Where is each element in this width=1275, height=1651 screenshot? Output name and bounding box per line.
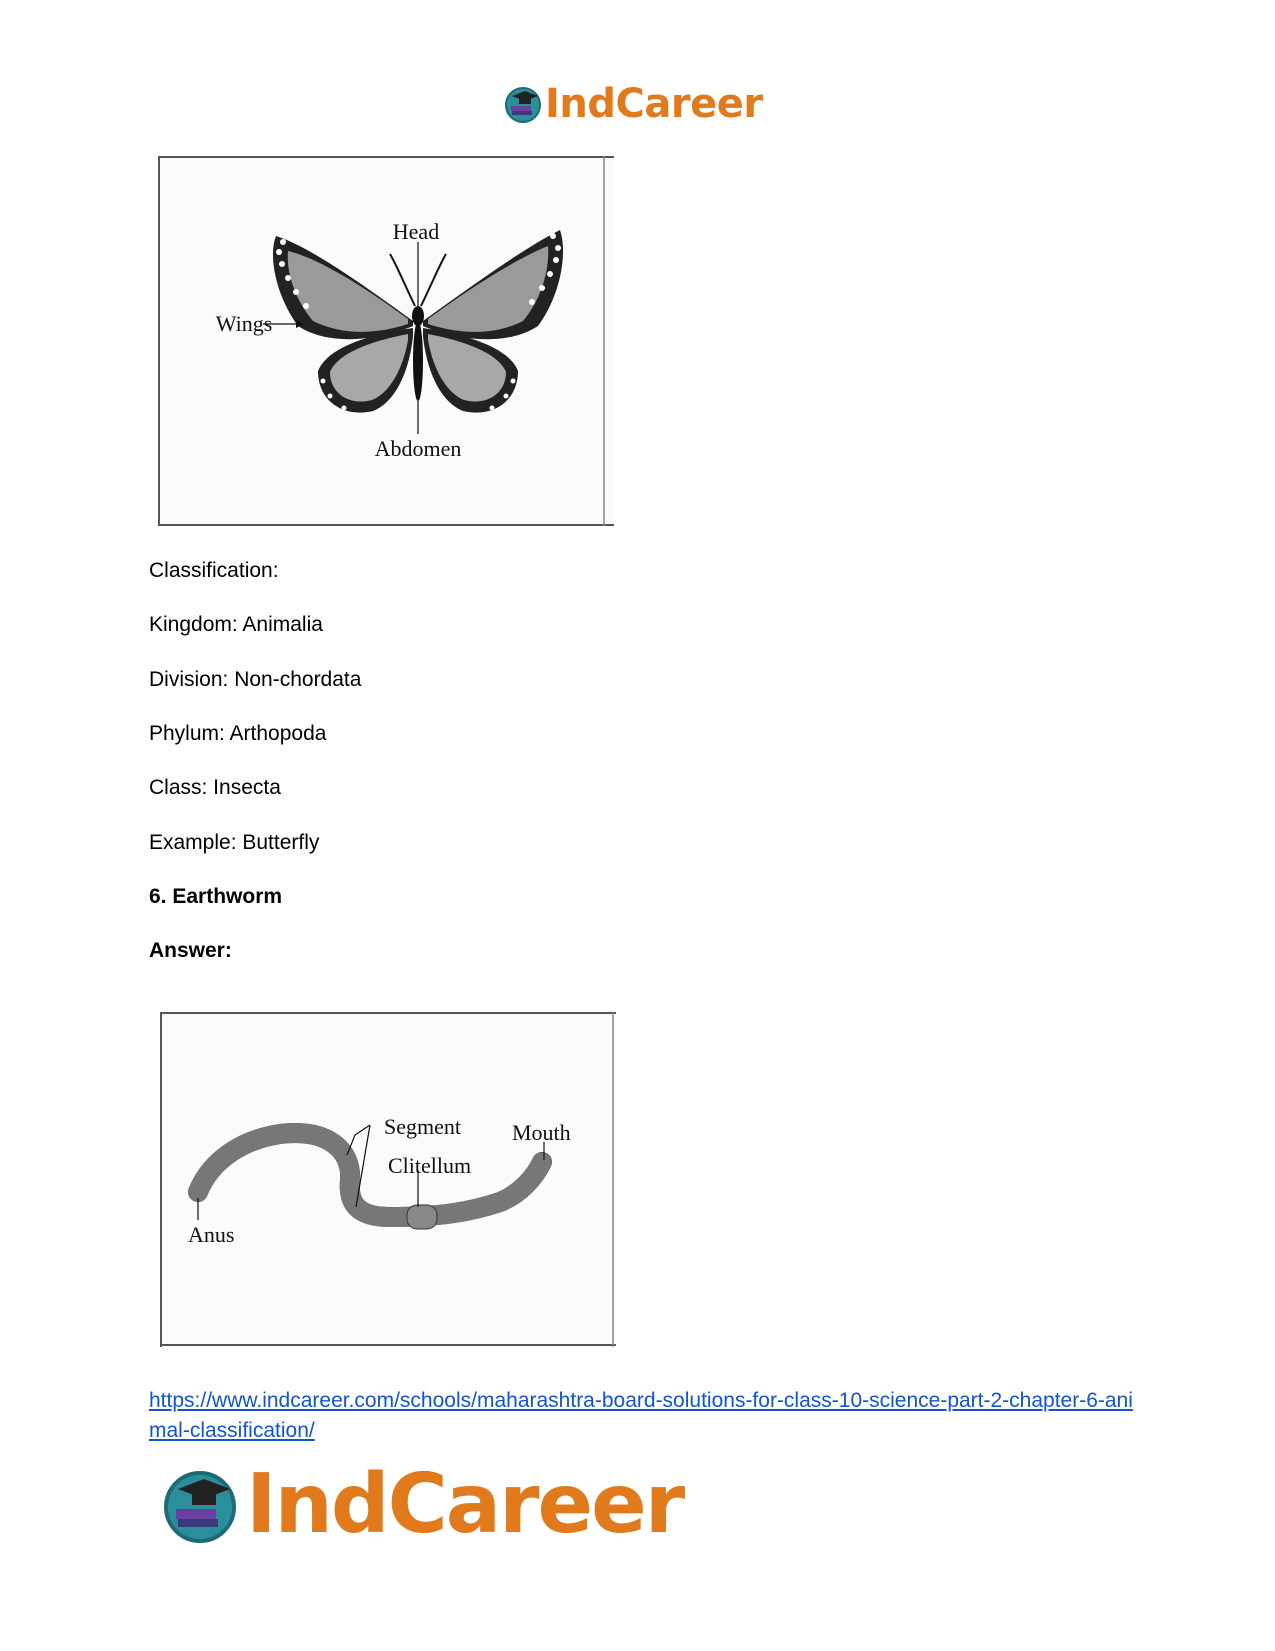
label-anus: Anus <box>188 1222 235 1247</box>
label-segment: Segment <box>384 1114 461 1139</box>
source-link[interactable]: https://www.indcareer.com/schools/maharashtra-board-solutions-for-class-10-science-part-2-chapter-6-animal-classification/ <box>149 1389 1133 1442</box>
logo-wordmark: IndCareer <box>246 1457 684 1552</box>
earthworm-diagram <box>160 1012 616 1347</box>
header-logo <box>503 80 763 128</box>
question-title: 6. Earthworm <box>149 885 283 908</box>
class-line: Class: Insecta <box>149 776 281 799</box>
division-line: Division: Non-chordata <box>149 668 362 691</box>
classification-heading: Classification: <box>149 559 279 582</box>
earthworm-illustration <box>198 1133 542 1229</box>
footer-logo <box>160 1457 684 1552</box>
answer-label: Answer: <box>149 939 232 962</box>
label-clitellum: Clitellum <box>388 1153 472 1178</box>
label-wings: Wings <box>215 311 273 336</box>
butterfly-diagram <box>158 156 614 526</box>
phylum-line: Phylum: Arthopoda <box>149 722 327 745</box>
globe-graduate-icon <box>160 1465 240 1545</box>
label-head: Head <box>392 219 440 244</box>
globe-graduate-icon <box>503 84 543 124</box>
label-abdomen: Abdomen <box>374 436 462 461</box>
label-mouth: Mouth <box>512 1120 571 1145</box>
example-line: Example: Butterfly <box>149 831 320 854</box>
kingdom-line: Kingdom: Animalia <box>149 613 323 636</box>
logo-wordmark: IndCareer <box>545 81 763 127</box>
